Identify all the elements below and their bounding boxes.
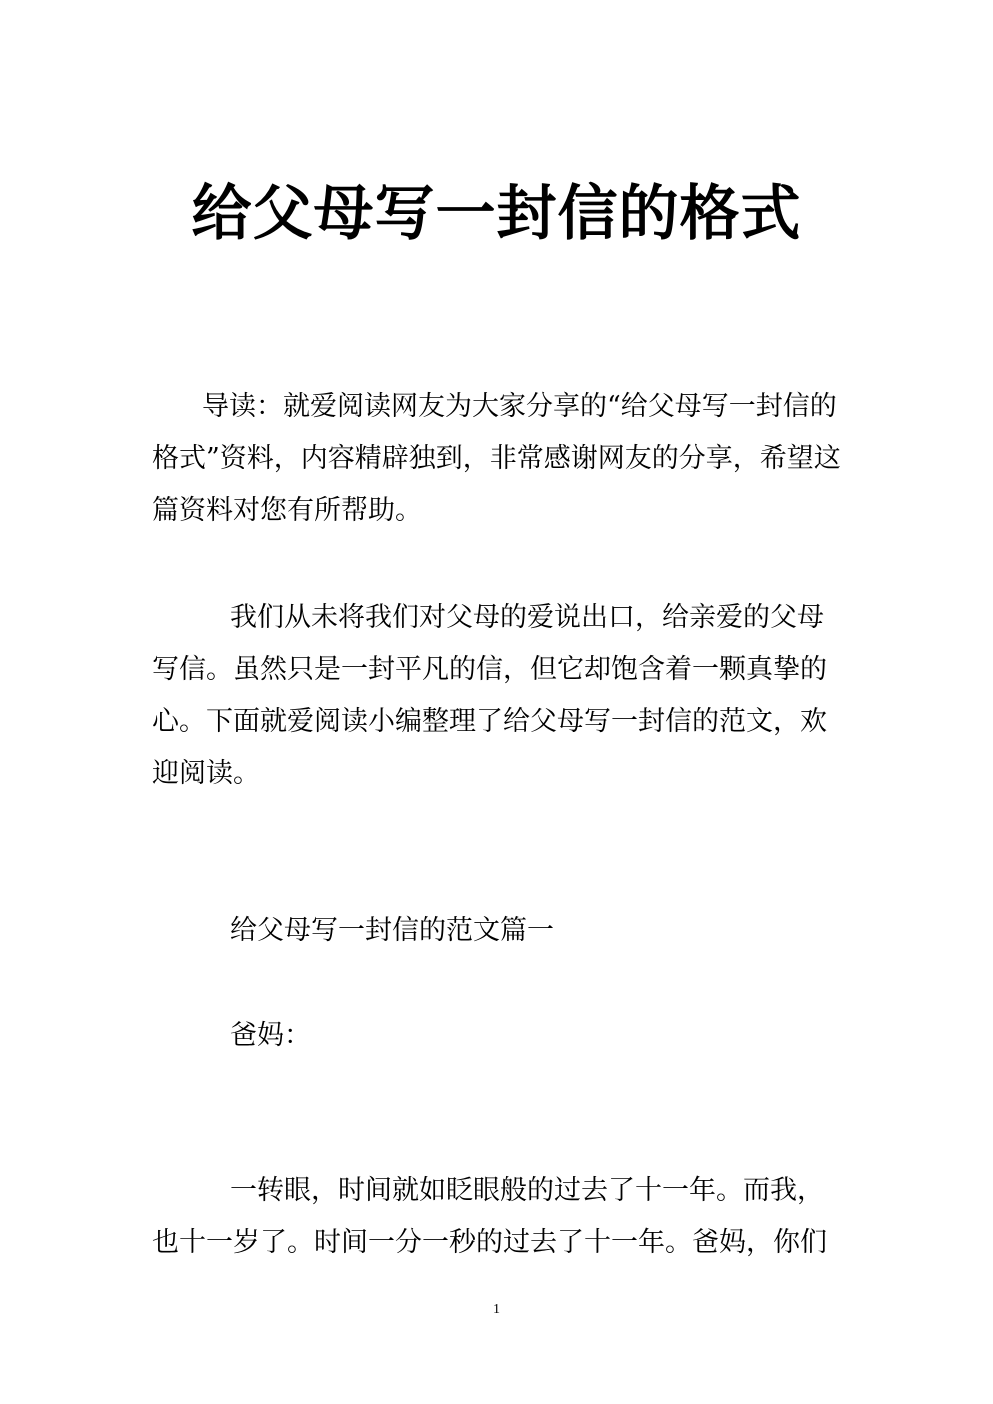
intro-paragraph [152, 381, 852, 537]
section-heading: 给父母写一封信的范文篇一 [230, 915, 554, 946]
paragraph-line: 一转眼，时间就如眨眼般的过去了十一年。而我， [230, 1175, 824, 1206]
document-title: 给父母写一封信的格式 [191, 179, 802, 249]
paragraph-line: 心。下面就爱阅读小编整理了给父母写一封信的范文，欢 [152, 706, 827, 737]
salutation: 爸妈： [230, 1020, 311, 1051]
body-paragraph-1 [152, 592, 852, 800]
page-number: 1 [493, 1302, 500, 1317]
body-paragraph-2 [152, 1165, 852, 1269]
intro-line: 格式”资料，内容精辟独到，非常感谢网友的分享，希望这 [152, 443, 841, 474]
intro-line: 篇资料对您有所帮助。 [152, 495, 422, 526]
paragraph-line: 我们从未将我们对父母的爱说出口，给亲爱的父母 [230, 602, 824, 633]
salutation-block [152, 1010, 852, 1062]
intro-line: 导读：就爱阅读网友为大家分享的“给父母写一封信的 [202, 391, 837, 422]
section-heading-block [152, 905, 852, 957]
paragraph-line: 写信。虽然只是一封平凡的信，但它却饱含着一颗真挚的 [152, 654, 827, 685]
paragraph-line: 迎阅读。 [152, 758, 260, 789]
paragraph-line: 也十一岁了。时间一分一秒的过去了十一年。爸妈，你们 [152, 1227, 827, 1258]
